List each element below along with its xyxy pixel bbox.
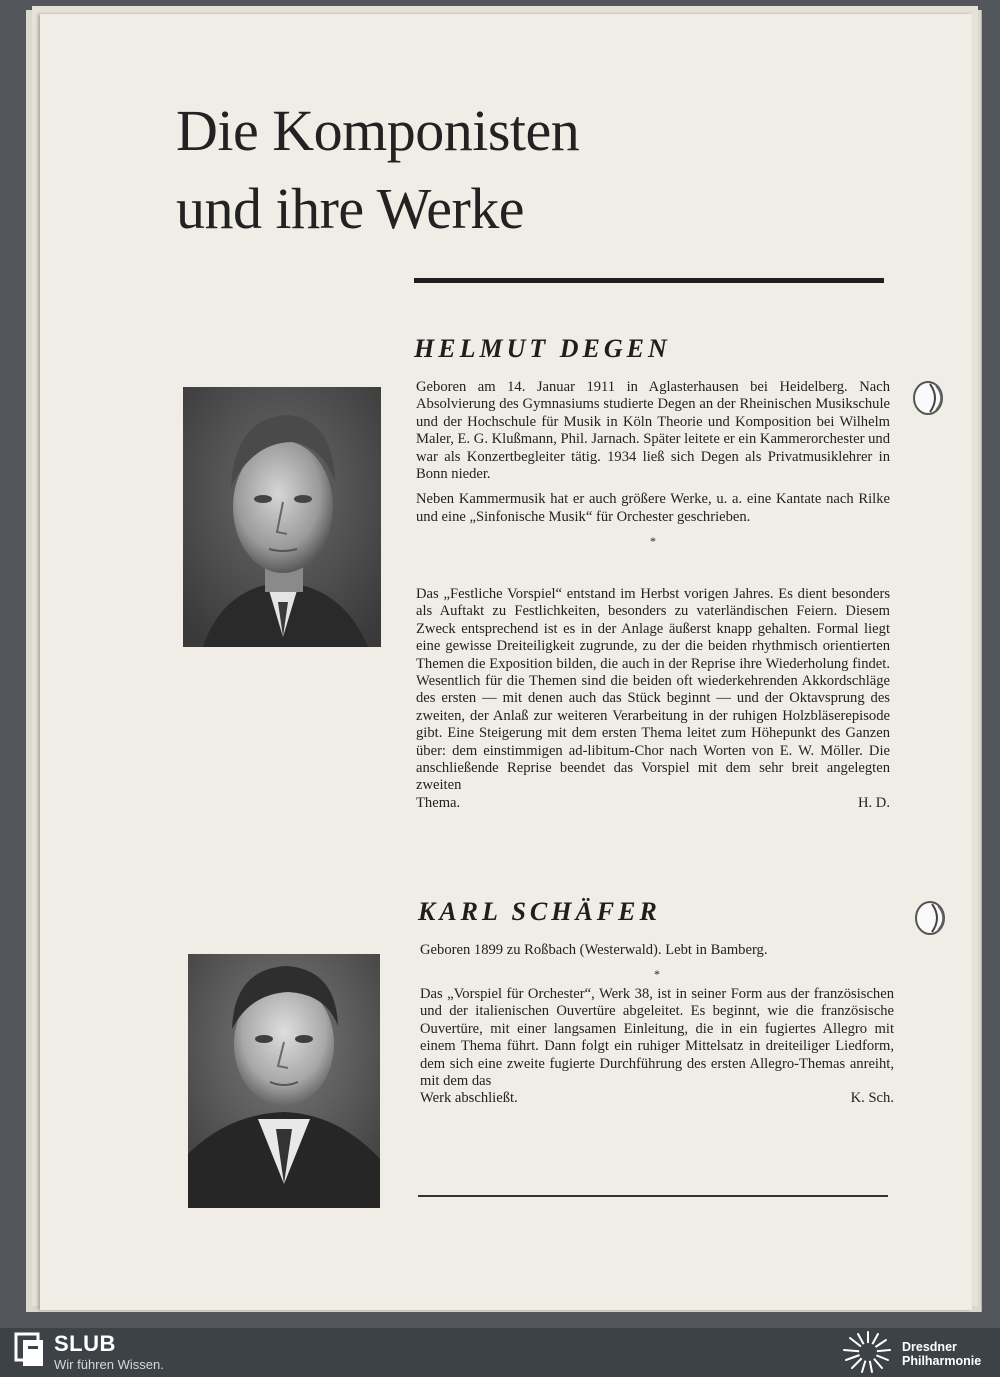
degen-work-last-line: Thema. — [416, 794, 461, 811]
degen-separator: * — [650, 534, 656, 549]
section-divider-top — [414, 278, 884, 283]
schaefer-signature: K. Sch. — [850, 1090, 894, 1107]
punch-hole-icon — [912, 898, 960, 938]
schaefer-portrait-photo — [188, 954, 380, 1208]
schaefer-signature-line — [420, 1090, 894, 1107]
degen-work-description — [416, 586, 890, 812]
schaefer-separator: * — [654, 967, 660, 982]
degen-signature-line — [416, 795, 890, 812]
punch-hole-icon — [910, 378, 958, 418]
degen-bio-paragraph-2: Neben Kammermusik hat er auch größere Werke, u. a. eine Kantate nach Rilke und eine „Sinfonische Musik“ für Orchester geschrieben. — [416, 491, 890, 525]
schaefer-work-last-line: Werk abschließt. — [420, 1090, 518, 1107]
schaefer-work-paragraph: Das „Vorspiel für Orchester“, Werk 38, ist in seiner Form aus der französischen und der italienischen Ouvertüre abgeleitet. Es beginnt, wie die französische Ouvertüre, mit einer langsamen Einleitung, die in ein fugiertes Allegro mit einem Thema führt. Dann folgt ein ruhiger Mittelsatz in dreiteiliger Liedform, dem sich eine zweite fugierte Durchführung des ersten Allegro-Themas anreiht, mit dem das — [420, 986, 894, 1090]
section-divider-bottom — [418, 1195, 888, 1197]
document-page — [40, 14, 972, 1310]
schaefer-work-description — [420, 986, 894, 1108]
philharmonie-sunburst-logo-icon[interactable] — [842, 1330, 894, 1374]
degen-work-paragraph: Das „Festliche Vorspiel“ entstand im Herbst vorigen Jahres. Es dient besonders als Auftakt zu Festlichkeiten, besonders zu vaterländischen Feiern. Diesem Zweck entsprechend ist es in der Anlage äußerst knapp gehalten. Formal liegt eine gewisse Dreiteiligkeit zugrunde, zu der die beiden rhythmisch orientierten Themen die Exposition bilden, die auch in der Reprise ihre Wiederholung findet. Wesentlich für die Themen sind die beiden oft wiederkehrenden Akkordschläge des ersten — mit denen auch das Stück beginnt — und der Oktavsprung des zweiten, der Anlaß zur weiteren Verarbeitung in der ruhigen Holzbläserepisode gibt. Eine Steigerung mit dem ersten Thema leitet zum Höhepunkt des Ganzen über: dem einstimmigen ad-libitum-Chor nach Worten von E. W. Möller. Die anschließende Reprise beendet das Vorspiel mit dem sehr breit angelegten zweiten — [416, 586, 890, 794]
degen-portrait-photo — [183, 387, 381, 647]
degen-bio-paragraph-1: Geboren am 14. Januar 1911 in Aglasterhausen bei Heidelberg. Nach Absolvierung des Gymnasiums studierte Degen an der Rheinischen Musikschule und der Hochschule für Musik in Köln Theorie und Komposition bei Wilhelm Maler, E. G. Klußmann, Phil. Jarnach. Später leitete er ein Kammerorchester und war als Konzertbegleiter tätig. 1934 ließ sich Degen als Privatmusiklehrer in Bonn nieder. — [416, 379, 890, 483]
slub-logo-icon[interactable] — [14, 1332, 46, 1370]
composer-name-schaefer: KARL SCHÄFER — [418, 897, 661, 926]
page-title-line-2: und ihre Werke — [176, 176, 525, 241]
slub-tagline: Wir führen Wissen. — [54, 1357, 164, 1372]
philharmonie-brand-line-1: Dresdner — [902, 1340, 957, 1354]
philharmonie-brand-line-2: Philharmonie — [902, 1354, 982, 1368]
slub-brand-name[interactable]: SLUB — [54, 1331, 116, 1356]
degen-signature: H. D. — [857, 794, 890, 811]
page-title-line-1: Die Komponisten — [176, 98, 580, 163]
philharmonie-brand-name[interactable] — [902, 1340, 981, 1368]
degen-biography — [416, 379, 890, 548]
page-title — [176, 92, 579, 248]
schaefer-biography — [420, 942, 894, 981]
schaefer-bio-paragraph: Geboren 1899 zu Roßbach (Westerwald). Lebt in Bamberg. — [420, 942, 768, 958]
composer-name-degen: HELMUT DEGEN — [414, 334, 671, 363]
